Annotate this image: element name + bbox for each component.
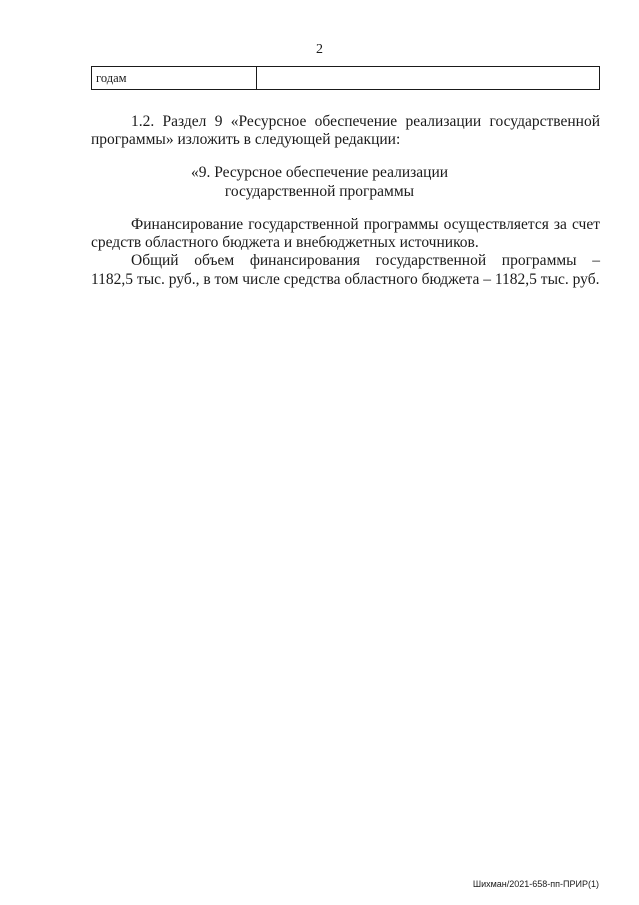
table-cell-value bbox=[257, 67, 600, 90]
page-number: 2 bbox=[316, 42, 323, 57]
section-intro-line-1: 1.2. Раздел 9 «Ресурсное обеспечение реализации государственной bbox=[131, 113, 600, 130]
paragraph-2-line-2: 1182,5 тыс. руб., в том числе средства областного бюджета – 1182,5 тыс. руб. bbox=[91, 271, 600, 288]
continuation-table bbox=[91, 66, 600, 90]
table-cell-label: годам bbox=[92, 67, 257, 90]
table-row bbox=[92, 67, 600, 90]
section-heading-line-1: «9. Ресурсное обеспечение реализации bbox=[190, 164, 449, 181]
paragraph-1-line-2: средств областного бюджета и внебюджетных источников. bbox=[91, 234, 479, 251]
document-code: Шихман/2021-658-пп-ПРИР(1) bbox=[472, 879, 599, 889]
paragraph-2-line-1: Общий объем финансирования государственной программы – bbox=[131, 252, 600, 269]
section-heading-line-2: государственной программы bbox=[224, 183, 415, 200]
paragraph-1-line-1: Финансирование государственной программы осуществляется за счет bbox=[131, 216, 600, 233]
section-intro-line-2: программы» изложить в следующей редакции: bbox=[91, 131, 401, 148]
